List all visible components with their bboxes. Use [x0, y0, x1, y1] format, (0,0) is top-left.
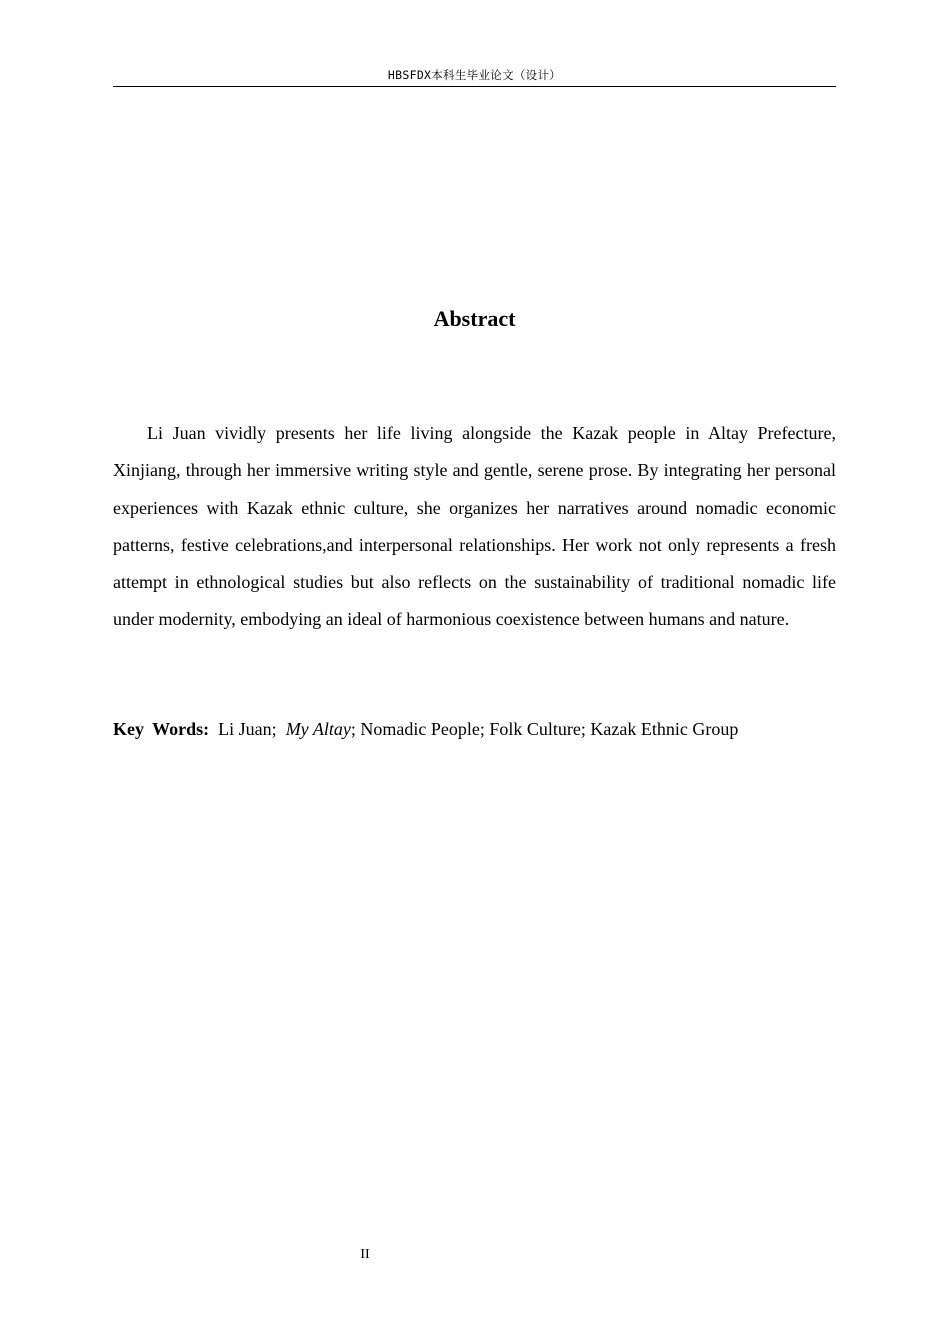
page-number: II [360, 1247, 370, 1262]
header-text: HBSFDX本科生毕业论文（设计） [387, 68, 562, 82]
keyword-separator: ; [271, 719, 286, 739]
keywords-line [113, 713, 836, 745]
keyword-item: My Altay [285, 719, 351, 739]
keyword-item: Kazak Ethnic Group [590, 719, 739, 739]
abstract-body: Li Juan vividly presents her life living alongside the Kazak people in Altay Prefecture, Xinjiang, through her immersive writing style and gentle, serene prose. By integrating her personal experiences with Kazak ethnic culture, she organizes her narratives around nomadic economic patterns, festive celebrations,and interpersonal relationships. Her work not only represents a fresh attempt in ethnological studies but also reflects on the sustainability of traditional nomadic life under modernity, embodying an ideal of harmonious coexistence between humans and nature. [113, 423, 836, 630]
keyword-separator: ; [350, 719, 361, 739]
keyword-item: Li Juan [218, 719, 272, 739]
abstract-title: Abstract [433, 306, 516, 331]
keywords-label: Key Words: [113, 719, 210, 739]
keyword-separator: ; [580, 719, 591, 739]
keyword-separator: ; [479, 719, 490, 739]
keyword-item: Folk Culture [489, 719, 581, 739]
page-header [113, 66, 836, 87]
keyword-item: Nomadic People [360, 719, 480, 739]
